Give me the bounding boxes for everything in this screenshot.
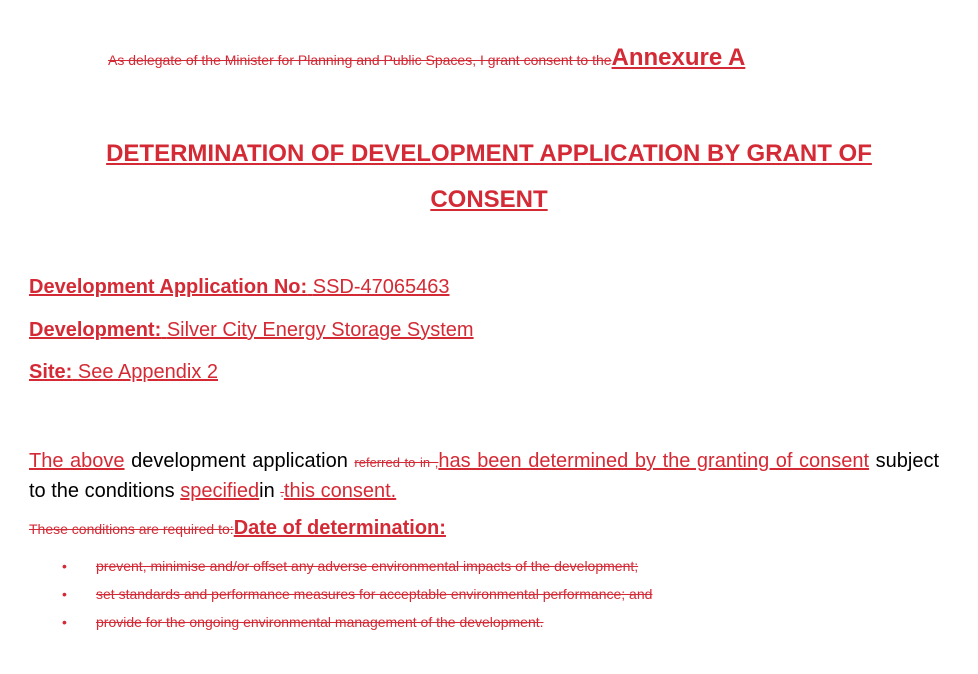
deleted-text: referred to in , (354, 455, 439, 470)
list-item (62, 612, 652, 640)
deleted-text: . (280, 485, 284, 500)
inserted-text: specified (180, 480, 260, 502)
inserted-text: this consent. (283, 480, 397, 502)
document-title-line-1: DETERMINATION OF DEVELOPMENT APPLICATION BY GRANT OF (106, 140, 872, 167)
header-line (108, 44, 745, 72)
site-field (29, 361, 340, 384)
development-value: Silver City Energy Storage System (166, 319, 474, 341)
list-item (62, 556, 652, 584)
deleted-delegate-text: As delegate of the Minister for Planning and Public Spaces, I grant consent to the (108, 52, 612, 68)
bullet-icon: • (62, 586, 67, 602)
application-number-value: SSD-47065463 (312, 276, 450, 298)
conditions-line (29, 517, 492, 540)
determination-paragraph (29, 447, 939, 507)
annexure-heading: Annexure A (611, 44, 746, 71)
condition-text: prevent, minimise and/or offset any adverse environmental impacts of the development; (96, 558, 639, 574)
site-label: Site: (29, 361, 73, 383)
application-number-label: Development Application No: (29, 276, 308, 298)
document-title-line-2: CONSENT (430, 186, 548, 213)
development-label: Development: (29, 319, 162, 341)
body-text: subject to the conditions (29, 450, 940, 502)
bullet-icon: • (62, 614, 67, 630)
condition-text: set standards and performance measures for acceptable environmental performance; and (96, 586, 653, 602)
bullet-icon: • (62, 558, 67, 574)
conditions-list (62, 556, 652, 640)
list-item (62, 584, 652, 612)
development-field (29, 319, 478, 342)
deleted-conditions-intro: These conditions are required to: (29, 521, 234, 537)
inserted-text: The above (29, 450, 125, 472)
body-text: in (259, 480, 275, 502)
date-of-determination-label: Date of determination: (233, 517, 446, 539)
site-value: See Appendix 2 (77, 361, 219, 383)
condition-text: provide for the ongoing environmental management of the development. (96, 614, 544, 630)
application-number-field (29, 276, 480, 299)
body-text: development application (131, 450, 348, 472)
inserted-text: has been determined by the granting of consent (438, 450, 870, 472)
